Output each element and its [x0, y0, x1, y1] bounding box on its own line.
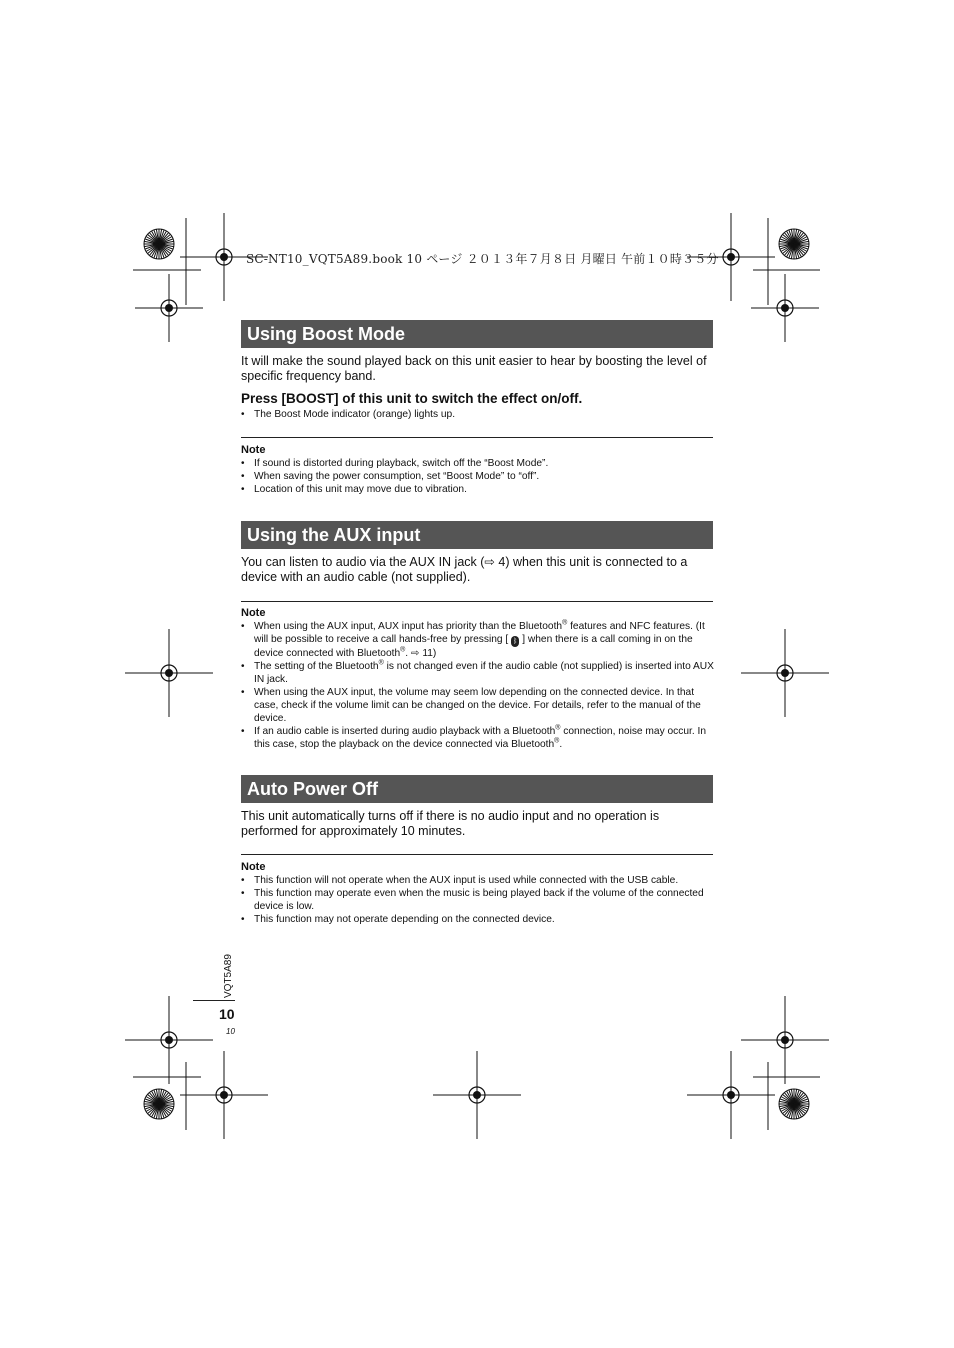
- bluetooth-icon: ᛒ: [513, 638, 518, 645]
- section-title-aux-input: Using the AUX input: [241, 521, 713, 549]
- note-title: Note: [241, 861, 266, 873]
- boost-notes: [241, 457, 716, 496]
- list-item: • Location of this unit may move due to vibration.: [241, 483, 716, 496]
- page-number-rule: [193, 1000, 235, 1001]
- boost-instruction: Press [BOOST] of this unit to switch the effect on/off.: [241, 391, 583, 406]
- page-number-small: 10: [226, 1027, 235, 1036]
- list-item: • When using the AUX input, the volume may seem low depending on the connected device. In that case, check if the volume limit can be changed on the device. For details, refer to the manual of the device.: [241, 686, 716, 725]
- list-item: • The Boost Mode indicator (orange) lights up.: [241, 408, 716, 421]
- section-title-auto-power-off: Auto Power Off: [241, 775, 713, 803]
- aux-notes: [241, 620, 716, 751]
- list-item: • This function will not operate when the AUX input is used while connected with the USB cable.: [241, 874, 716, 887]
- note-title: Note: [241, 444, 266, 456]
- section-title-boost-mode: Using Boost Mode: [241, 320, 713, 348]
- note-title: Note: [241, 607, 266, 619]
- book-file-header: SC-NT10_VQT5A89.book 10 ページ ２０１３年７月８日 月曜日 午前１０時３５分: [246, 252, 719, 266]
- list-item: • When using the AUX input, AUX input has priority than the Bluetooth® features and NFC features. (It will be possible to receive a call hands-free by pressing [ ᛒ ] when there is a call coming in on the device connected with Bluetooth®. ⇨ 11): [241, 620, 716, 660]
- list-item: • The setting of the Bluetooth® is not changed even if the audio cable (not supplied) is inserted into AUX IN jack.: [241, 660, 716, 686]
- boost-intro-text: It will make the sound played back on this unit easier to hear by boosting the level of specific frequency band.: [241, 354, 707, 383]
- list-item: • This function may not operate depending on the connected device.: [241, 913, 716, 926]
- note-divider: [241, 854, 713, 855]
- model-code: VQT5A89: [223, 954, 234, 998]
- list-item: • This function may operate even when the music is being played back if the volume of the connected device is low.: [241, 887, 716, 913]
- note-divider: [241, 437, 713, 438]
- aux-intro-text: You can listen to audio via the AUX IN jack (⇨ 4) when this unit is connected to a device with an audio cable (not supplied).: [241, 555, 688, 584]
- list-item: • If an audio cable is inserted during audio playback with a Bluetooth® connection, noise may occur. In this case, stop the playback on the device connected via Bluetooth®.: [241, 725, 716, 751]
- list-item: • If sound is distorted during playback, switch off the “Boost Mode”.: [241, 457, 716, 470]
- list-item: • When saving the power consumption, set “Boost Mode” to “off”.: [241, 470, 716, 483]
- page-number: 10: [219, 1006, 235, 1022]
- note-divider: [241, 601, 713, 602]
- auto-off-intro-text: This unit automatically turns off if there is no audio input and no operation is performed for approximately 10 minutes.: [241, 809, 660, 838]
- auto-off-notes: [241, 874, 716, 926]
- boost-bullets: [241, 408, 716, 421]
